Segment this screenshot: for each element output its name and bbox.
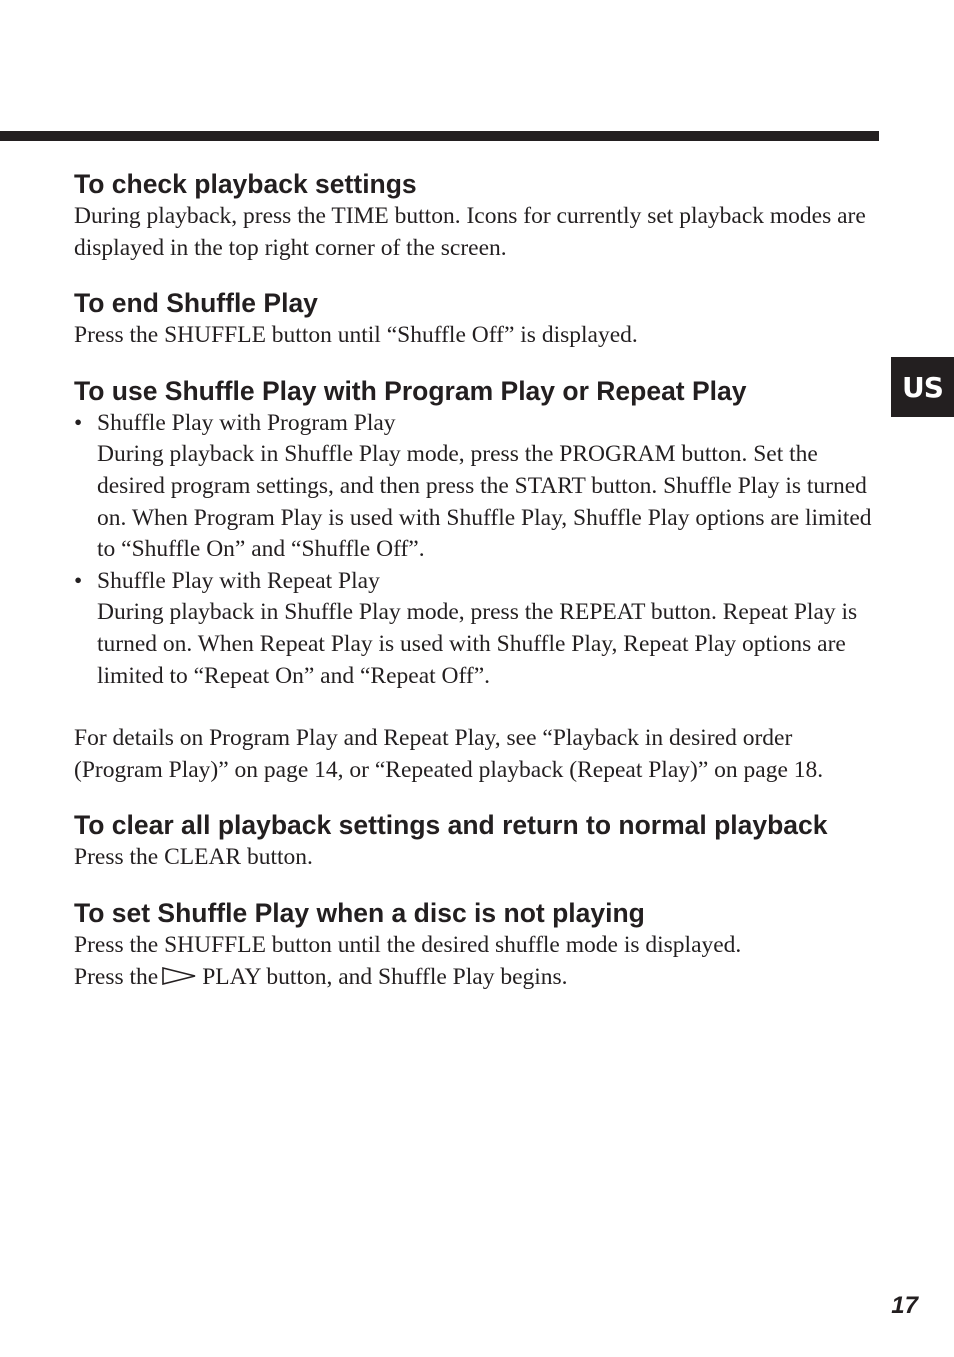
section-end-shuffle [74, 286, 886, 352]
text-before-icon: Press the [74, 963, 159, 990]
list-item-title: Shuffle Play with Program Play [97, 409, 396, 436]
section-heading: To end Shuffle Play [74, 288, 318, 319]
list-item [74, 566, 886, 692]
section-heading: To set Shuffle Play when a disc is not playing [74, 897, 645, 928]
section-not-playing [74, 896, 886, 994]
bullet-mark: • [74, 409, 83, 436]
list-item [74, 408, 886, 566]
section-use-shuffle [74, 374, 886, 787]
page-number: 17 [891, 1292, 918, 1319]
play-icon [162, 963, 196, 995]
section-body: Press the SHUFFLE button until “Shuffle Off” is displayed. [74, 322, 638, 349]
section-heading: To clear all playback settings and return to normal playback [74, 810, 828, 841]
section-body: During playback, press the TIME button. Icons for currently set playback modes are displayed in the top right corner of the screen. [74, 203, 866, 261]
section-heading: To check playback settings [74, 169, 417, 199]
language-tab: US [891, 357, 954, 417]
section-note: For details on Program Play and Repeat Play, see “Playback in desired order (Program Play)” on page 14, or “Repeated playback (Repeat Play)” on page 18. [74, 725, 824, 783]
bullet-list [74, 408, 886, 692]
section-check-playback [74, 167, 886, 264]
list-item-title: Shuffle Play with Repeat Play [97, 567, 380, 594]
section-body: Press the CLEAR button. [74, 844, 313, 871]
list-item-body: During playback in Shuffle Play mode, press the PROGRAM button. Set the desired program settings, and then press the START button. Shuffle Play is turned on. When Program Play is used with Shuffle Play, Shuffle Play options are limited to “Shuffle On” and “Shuffle Off”. [97, 441, 872, 563]
bullet-mark: • [74, 567, 83, 594]
section-body-line-1: Press the SHUFFLE button until the desired shuffle mode is displayed. [74, 931, 742, 958]
section-body-line-2 [74, 962, 886, 995]
section-clear-settings [74, 808, 886, 874]
top-rule [0, 131, 879, 141]
page-content [74, 167, 886, 1016]
list-item-body: During playback in Shuffle Play mode, press the REPEAT button. Repeat Play is turned on. When Repeat Play is used with Shuffle Play, Repeat Play options are limited to “Repeat On” and “Repeat Off”. [97, 599, 858, 689]
section-heading: To use Shuffle Play with Program Play or Repeat Play [74, 375, 747, 406]
text-after-icon: PLAY button, and Shuffle Play begins. [202, 963, 568, 990]
